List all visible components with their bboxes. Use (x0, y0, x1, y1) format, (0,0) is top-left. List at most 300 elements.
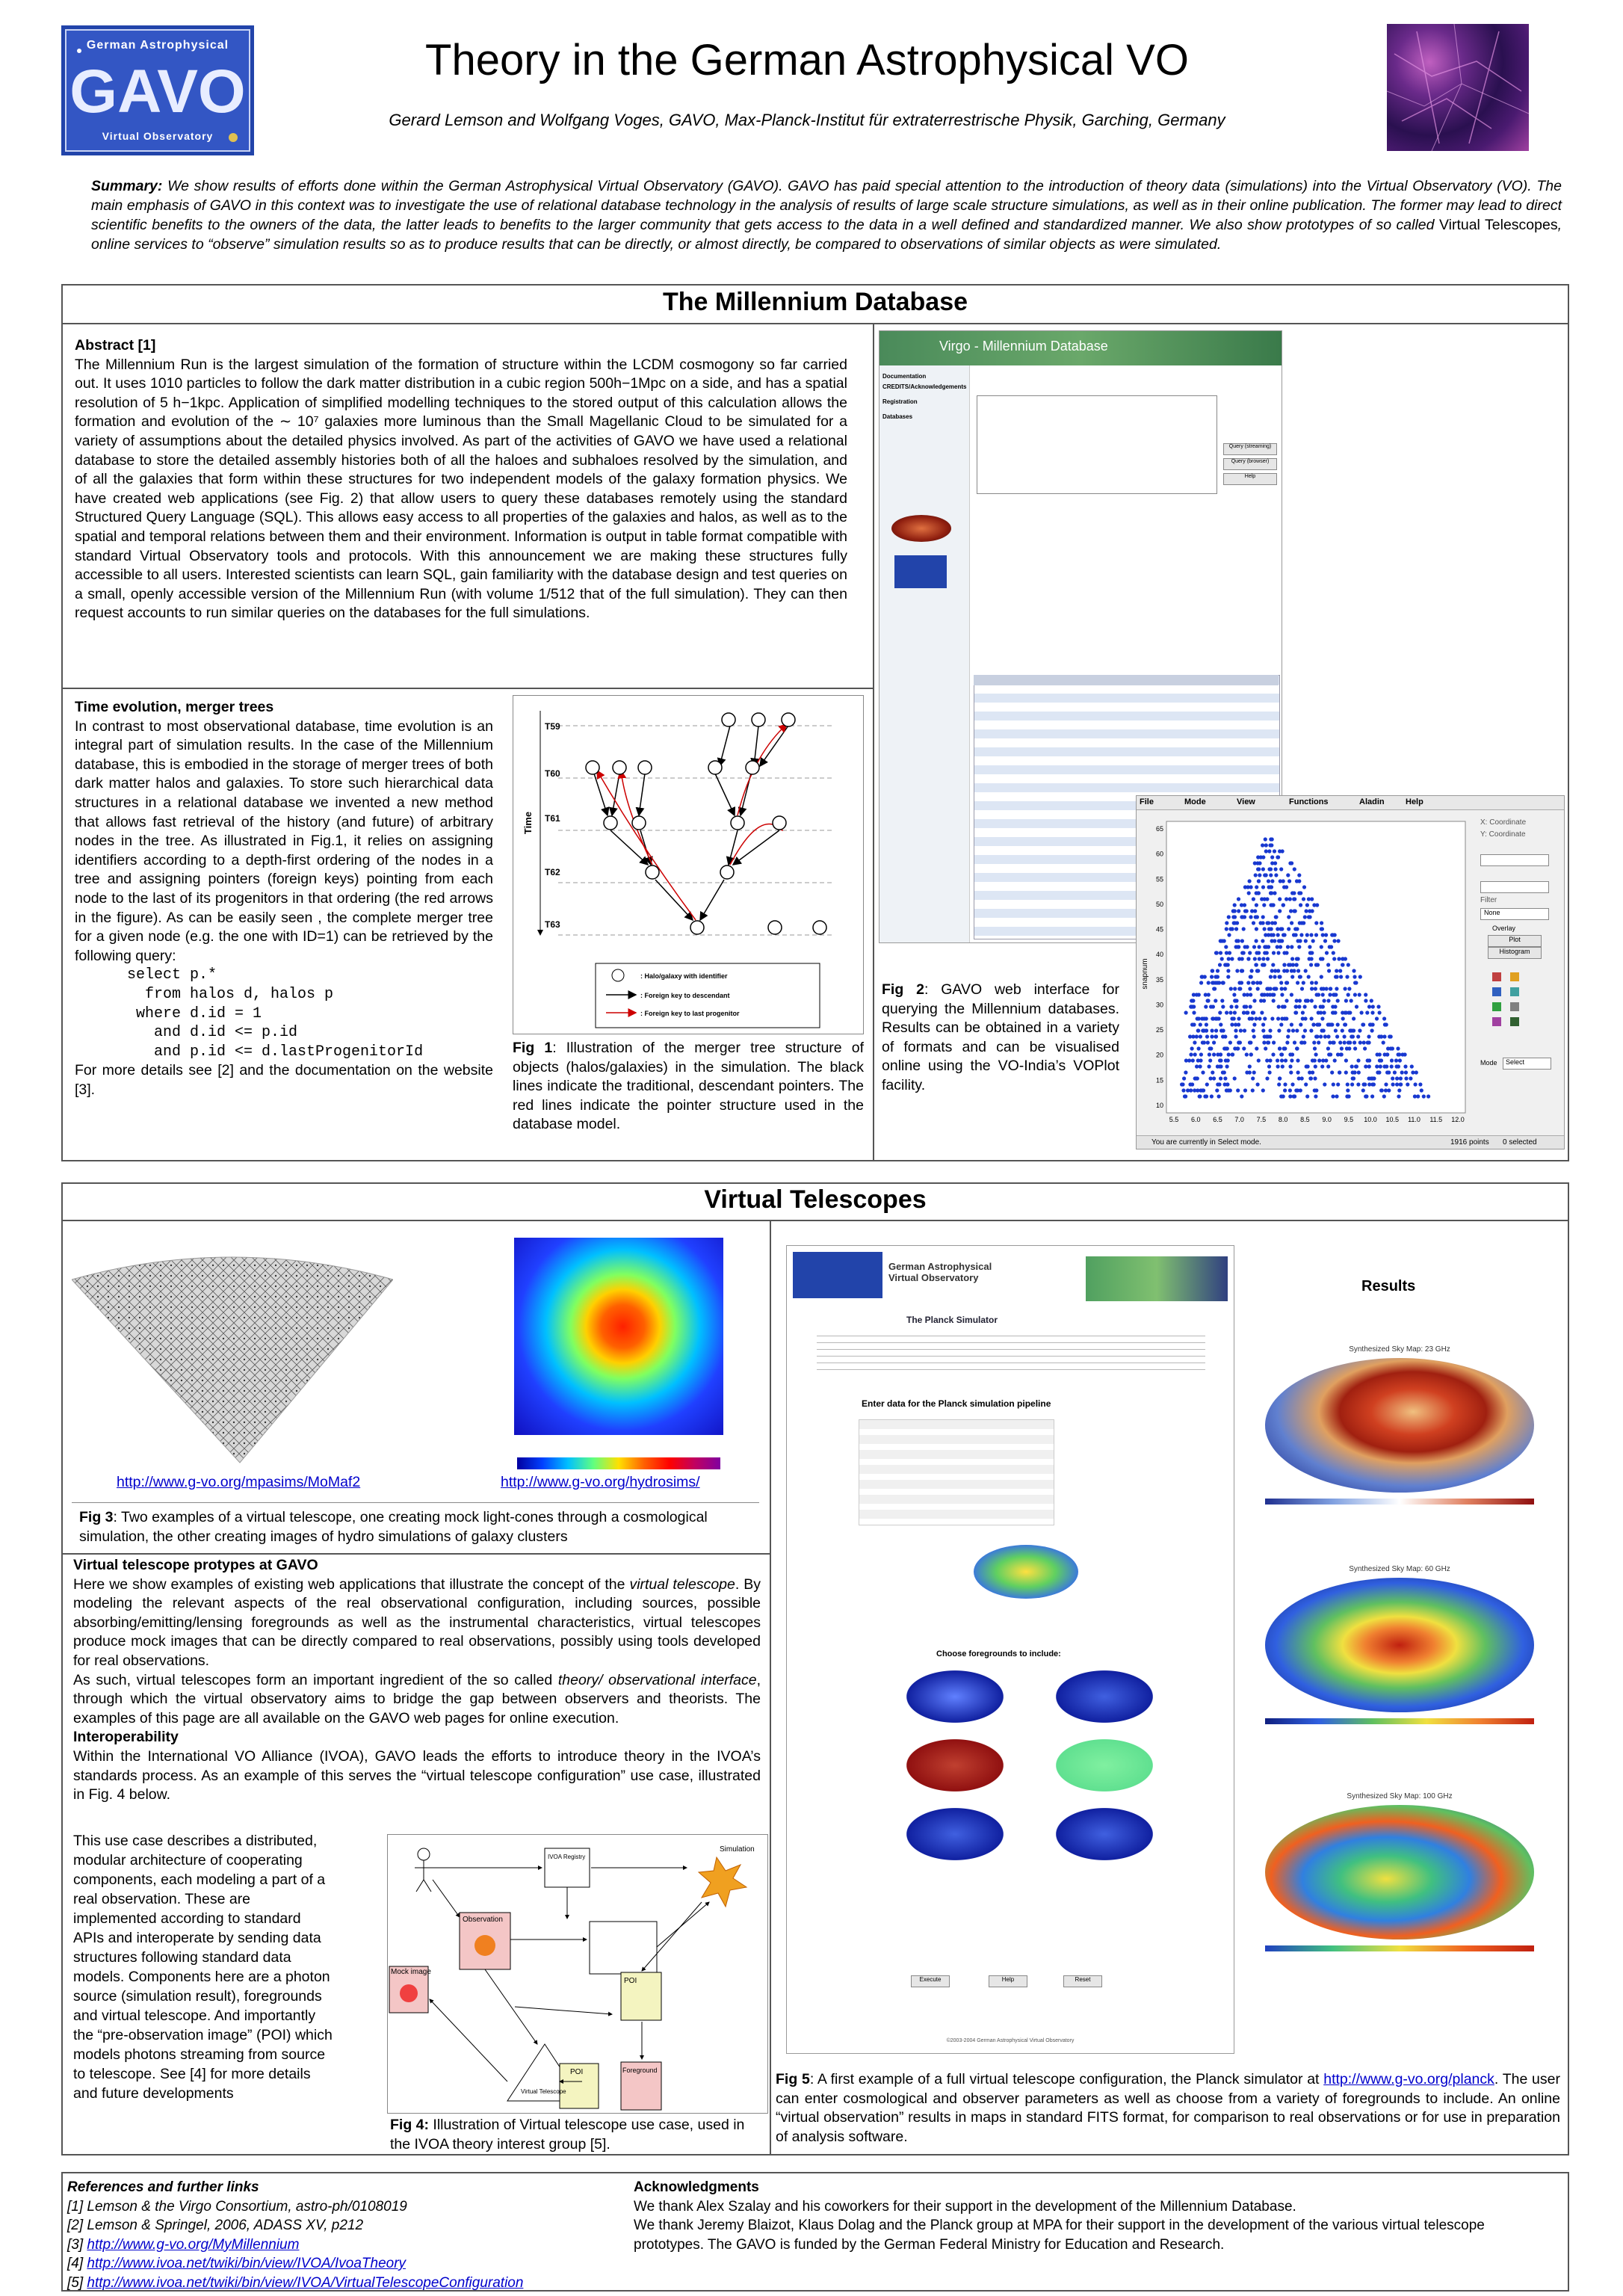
scatter-point (1199, 981, 1203, 984)
scatter-point (1344, 999, 1348, 1002)
scatter-point (1265, 897, 1269, 901)
tool-icon[interactable] (1492, 1017, 1501, 1026)
scatter-point (1304, 969, 1308, 972)
acknowledgments-heading: Acknowledgments (634, 2179, 759, 2195)
protypes-heading: Virtual telescope protypes at GAVO (73, 1557, 318, 1573)
scatter-point (1226, 975, 1230, 978)
scatter-point (1216, 1064, 1219, 1068)
scatter-point (1247, 891, 1251, 895)
scatter-point (1193, 1052, 1197, 1056)
side-panel-item: Y: Coordinate (1480, 830, 1526, 839)
scatter-point (1190, 1046, 1194, 1050)
scatter-point (1360, 1010, 1364, 1014)
tool-icon[interactable] (1510, 1002, 1519, 1011)
nav-item[interactable]: Registration (882, 398, 918, 405)
scatter-point (1356, 1058, 1360, 1062)
side-panel-item: X: Coordinate (1480, 818, 1527, 827)
scatter-point (1332, 951, 1335, 954)
scatter-point (1196, 1058, 1200, 1062)
scatter-point (1317, 1040, 1320, 1044)
scatter-point (1353, 981, 1357, 984)
scatter-point (1260, 993, 1264, 996)
scatter-point (1246, 957, 1250, 960)
scatter-point (1252, 897, 1255, 901)
scatter-point (1278, 909, 1282, 913)
reference-prefix: [3] (67, 2236, 87, 2253)
voplot-chart (1137, 809, 1477, 1135)
scatter-point (1289, 909, 1293, 913)
scatter-point (1309, 933, 1313, 936)
scatter-point (1201, 1040, 1205, 1044)
execute-button[interactable]: Execute (911, 1975, 950, 1987)
planck-form-title: Enter data for the Planck simulation pipeline (862, 1398, 1051, 1409)
scatter-point (1278, 1076, 1282, 1080)
scatter-point (1205, 1034, 1209, 1038)
nav-item[interactable]: Documentation (882, 373, 927, 380)
y-tick-label: 60 (1155, 850, 1163, 858)
scatter-point (1294, 933, 1298, 936)
scatter-point (1398, 1058, 1402, 1062)
scatter-point (1352, 1040, 1356, 1044)
hydro-cluster-image (514, 1238, 723, 1435)
protypes-emphasis: virtual telescope (629, 1576, 735, 1593)
reference-link-item (67, 2254, 635, 2274)
scatter-point (1300, 1076, 1304, 1080)
scatter-point (1201, 1028, 1205, 1032)
scatter-point (1267, 879, 1270, 883)
scatter-point (1217, 1094, 1221, 1098)
scatter-point (1267, 921, 1270, 925)
reference-item: [1] Lemson & the Virgo Consortium, astro-ph/0108019 (67, 2198, 407, 2215)
scatter-point (1335, 1094, 1338, 1098)
scatter-point (1212, 1076, 1216, 1080)
menu-item[interactable]: Help (1406, 797, 1423, 806)
scatter-point (1348, 1040, 1352, 1044)
scatter-point (1390, 1058, 1394, 1062)
acknowledgments-p1: We thank Alex Szalay and his coworkers for their support in the development of the Millennium Database. (634, 2198, 1296, 2215)
scatter-point (1255, 915, 1259, 919)
poster-authors: Gerard Lemson and Wolfgang Voges, GAVO, Max-Planck-Institut für extraterrestrische Physik, Garching, Germany (389, 111, 1225, 129)
reset-button[interactable]: Reset (1063, 1975, 1102, 1987)
scatter-point (1288, 1064, 1292, 1068)
query-streaming-button[interactable]: Query (streaming) (1223, 443, 1277, 455)
scatter-point (1334, 1028, 1338, 1032)
scatter-point (1353, 1046, 1357, 1050)
scatter-point (1193, 1040, 1196, 1044)
cmb-map-thumbnail (974, 1545, 1078, 1599)
planck-site-name: German Astrophysical Virtual Observatory (888, 1261, 992, 1283)
scatter-point (1296, 1058, 1299, 1062)
y-tick-label: 10 (1155, 1102, 1163, 1109)
y-tick-label: 25 (1155, 1026, 1163, 1034)
scatter-point (1299, 891, 1302, 895)
scatter-point (1214, 975, 1217, 978)
scatter-point (1234, 945, 1238, 948)
scatter-point (1332, 993, 1336, 996)
fig1-merger-tree (513, 695, 864, 1034)
scatter-point (1230, 1022, 1234, 1026)
scatter-point (1276, 1064, 1280, 1068)
y-tick-label: 40 (1155, 951, 1163, 959)
scatter-point (1242, 951, 1246, 954)
scatter-point (1266, 993, 1270, 996)
scatter-point (1299, 1022, 1302, 1026)
menu-item[interactable]: View (1237, 797, 1255, 806)
scatter-point (1214, 951, 1218, 954)
fig3-caption (79, 1508, 752, 1546)
scatter-point (1296, 1070, 1300, 1074)
scatter-point (1244, 1004, 1248, 1008)
scatter-point (1248, 1070, 1252, 1074)
scatter-point (1399, 1076, 1403, 1080)
scatter-point (1326, 963, 1330, 966)
scatter-point (1290, 957, 1294, 960)
scatter-point (1336, 1022, 1340, 1026)
window-title: Virgo - Millennium Database (939, 339, 1108, 354)
scatter-point (1227, 933, 1231, 936)
scatter-point (1218, 1058, 1222, 1062)
scatter-point (1248, 879, 1252, 883)
scatter-point (1249, 1052, 1253, 1056)
scatter-point (1276, 951, 1280, 954)
plot-button[interactable]: Plot (1488, 935, 1542, 947)
fig2-caption-text: : GAVO web interface for querying the Millennium databases. Results can be obtained in a variety of formats and can be visualised online using the VO-India’s VOPlot facility. (882, 981, 1119, 1093)
scatter-point (1345, 1094, 1349, 1098)
scatter-point (1371, 1022, 1375, 1026)
scatter-point (1252, 1070, 1256, 1074)
protypes-block (73, 1556, 761, 1805)
scatter-point (1256, 861, 1260, 865)
reference-link[interactable]: http://www.ivoa.net/twiki/bin/view/IVOA/VirtualTelescopeConfiguration (87, 2274, 524, 2291)
scatter-point (1284, 1058, 1287, 1062)
overlay-checkbox[interactable]: Overlay (1492, 925, 1516, 932)
x-tick-label: 8.5 (1300, 1116, 1310, 1123)
scatter-point (1199, 1052, 1203, 1056)
scatter-point (1310, 999, 1314, 1002)
scatter-point (1184, 1094, 1187, 1098)
time-axis-label: Time (522, 811, 534, 835)
scatter-point (1208, 1058, 1212, 1062)
scatter-point (1296, 981, 1299, 984)
such-text-b: , through which the virtual observatory aims to bridge the gap between observers and theorists. The examples of this page are all available on the GAVO web pages for online execution. (73, 1671, 761, 1726)
scatter-point (1327, 969, 1331, 972)
fig2-caption (882, 981, 1119, 1096)
scatter-point (1338, 1040, 1342, 1044)
scatter-point (1366, 1040, 1370, 1044)
scatter-point (1252, 921, 1255, 925)
column-select[interactable] (1480, 854, 1549, 866)
scatter-point (1192, 1010, 1196, 1014)
scatter-point (1242, 1046, 1246, 1050)
scatter-point (1292, 897, 1296, 901)
query-line: select p.* (127, 966, 217, 984)
momaf-link[interactable]: http://www.g-vo.org/mpasims/MoMaf2 (117, 1474, 361, 1490)
filter-select[interactable]: None (1480, 908, 1549, 920)
scatter-point (1214, 1028, 1218, 1032)
diagram-node: POI (624, 1977, 637, 1985)
scatter-point (1382, 1016, 1386, 1020)
scatter-point (1347, 1046, 1351, 1050)
scatter-point (1391, 1082, 1395, 1086)
scatter-point (1290, 975, 1294, 978)
scatter-point (1285, 999, 1288, 1002)
scatter-point (1221, 1004, 1225, 1008)
scatter-point (1308, 945, 1311, 948)
scatter-point (1229, 1004, 1233, 1008)
scatter-point (1371, 1004, 1375, 1008)
scatter-point (1240, 981, 1243, 984)
scatter-point (1207, 981, 1211, 984)
results-table-header (974, 675, 1279, 685)
scatter-point (1212, 1040, 1216, 1044)
scatter-point (1304, 939, 1308, 942)
scatter-point (1233, 903, 1237, 907)
help-button[interactable]: Help (989, 1975, 1027, 1987)
reference-link[interactable]: http://www.ivoa.net/twiki/bin/view/IVOA/IvoaTheory (87, 2256, 406, 2271)
scatter-point (1273, 987, 1276, 990)
scatter-point (1267, 987, 1270, 990)
scatter-point (1364, 1094, 1368, 1098)
scatter-point (1295, 957, 1299, 960)
nav-item[interactable]: CREDITS/Acknowledgements (882, 383, 967, 390)
gavo-logo (61, 25, 254, 155)
scatter-point (1362, 1040, 1366, 1044)
menu-item[interactable]: Aladin (1359, 797, 1385, 806)
scatter-point (1313, 1058, 1317, 1062)
scatter-point (1229, 987, 1233, 990)
scatter-point (1366, 1058, 1370, 1062)
scatter-point (1301, 1010, 1305, 1014)
scatter-point (1225, 1082, 1229, 1086)
menu-item[interactable]: Functions (1289, 797, 1329, 806)
query-textarea[interactable] (977, 395, 1217, 494)
scatter-point (1219, 1028, 1223, 1032)
scatter-point (1230, 1016, 1234, 1020)
mpa-logo (1086, 1256, 1228, 1301)
help-button[interactable]: Help (1223, 473, 1277, 485)
scatter-point (1312, 1040, 1316, 1044)
scatter-point (1282, 885, 1286, 889)
scatter-point (1212, 987, 1216, 990)
scatter-point (1351, 1070, 1355, 1074)
y-tick-label: 35 (1155, 975, 1163, 984)
abstract-block (75, 336, 847, 623)
column-select[interactable] (1480, 881, 1549, 893)
scatter-point (1395, 1076, 1399, 1080)
scatter-point (1283, 1004, 1287, 1008)
scatter-point (1385, 1022, 1388, 1026)
scatter-point (1300, 987, 1304, 990)
scatter-point (1233, 1010, 1237, 1014)
scatter-point (1288, 963, 1292, 966)
tool-icon[interactable] (1510, 1017, 1519, 1026)
scatter-point (1237, 897, 1240, 901)
time-text: In contrast to most observational database, time evolution is an integral part of simulation results. In the case of the Millennium database, this is embodied in the storage of merger trees of both dark matter halos and galaxies. To store such hierarchical data structures in a relational database we invented a new method that allows fast retrieval of the history (and future) of arbitrary nodes in the tree. As illustrated in Fig.1, it relies on assigning identifiers according to a depth-first ordering of the nodes in a tree and assigning pointers (foreign keys) pointing from each node to the last of its progenitors in that ordering (the red arrows in the figure). As can be easily seen , the complete merger tree for a given node (e.g. the one with ID=1) can be retrieved by the following query: (75, 718, 493, 964)
tool-icon[interactable] (1492, 987, 1501, 996)
y-tick-label: 55 (1155, 875, 1163, 883)
scatter-point (1363, 1082, 1367, 1086)
scatter-point (1352, 1028, 1355, 1032)
snapshot-label: T59 (545, 721, 560, 732)
scatter-point (1255, 969, 1259, 972)
tool-icon[interactable] (1492, 972, 1501, 981)
query-line: and d.id <= p.id (127, 1024, 298, 1042)
scatter-point (1345, 975, 1349, 978)
fg-map (906, 1808, 1004, 1860)
scatter-point (1221, 1070, 1225, 1074)
scatter-point (1344, 957, 1347, 960)
side-panel-item: Mode (1480, 1059, 1497, 1067)
scatter-point (1220, 999, 1224, 1002)
menu-item[interactable]: File (1140, 797, 1154, 806)
scatter-point (1326, 1034, 1330, 1038)
scatter-point (1225, 1010, 1228, 1014)
scatter-point (1314, 1052, 1318, 1056)
scatter-point (1358, 993, 1361, 996)
scatter-point (1325, 987, 1329, 990)
scatter-point (1333, 1058, 1337, 1062)
scatter-point (1376, 1052, 1379, 1056)
scatter-point (1315, 993, 1319, 996)
fig1-caption-text: : Illustration of the merger tree structure of objects (halos/galaxies) in the simulation. The black lines indicate the traditional, descendant pointers. The red lines indicate the pointer structure used in the database model. (513, 1040, 864, 1133)
scatter-point (1261, 957, 1265, 960)
x-tick-label: 8.0 (1278, 1116, 1288, 1123)
scatter-point (1276, 933, 1280, 936)
scatter-point (1309, 1028, 1313, 1032)
scatter-point (1404, 1076, 1408, 1080)
scatter-point (1261, 1088, 1265, 1092)
scatter-point (1277, 1028, 1281, 1032)
scatter-point (1181, 1082, 1184, 1086)
scatter-point (1297, 873, 1301, 877)
scatter-point (1365, 1010, 1369, 1014)
scatter-point (1267, 867, 1271, 871)
scatter-point (1282, 951, 1286, 954)
scatter-point (1347, 987, 1351, 990)
scatter-point (1211, 981, 1214, 984)
scatter-point (1294, 1004, 1298, 1008)
scatter-point (1226, 963, 1230, 966)
scatter-point (1282, 963, 1286, 966)
sql-query (75, 966, 493, 1061)
mode-select[interactable]: Select (1503, 1058, 1551, 1070)
scatter-point (1269, 873, 1273, 877)
usecase-text: This use case describes a distributed, modular architecture of cooperating components, each modeling a part of a real observation. These are implemented according to standard APIs and interoperate by sending data structures following standard data models. Components here are a photon source (simulation result), foregrounds and virtual telescope. And importantly the “pre-observation image” (POI) which models photons streaming from source to telescope. See [4] for more details and future developments (73, 1833, 333, 2102)
scatter-point (1302, 897, 1305, 901)
scatter-point (1239, 1028, 1243, 1032)
scatter-point (1273, 939, 1276, 942)
scatter-point (1250, 909, 1254, 913)
protypes-text-a: Here we show examples of existing web applications that illustrate the concept of the (73, 1576, 630, 1593)
fig4-usecase-diagram (387, 1834, 768, 2114)
scatter-point (1307, 897, 1311, 901)
scatter-point (1364, 1064, 1367, 1068)
scatter-point (1233, 999, 1237, 1002)
scatter-point (1227, 1052, 1231, 1056)
scatter-point (1332, 939, 1336, 942)
scatter-point (1306, 1064, 1310, 1068)
scatter-point (1295, 927, 1299, 931)
scatter-point (1273, 975, 1276, 978)
scatter-point (1270, 861, 1274, 865)
x-tick-label: 9.5 (1344, 1116, 1354, 1123)
tool-icon[interactable] (1492, 1002, 1501, 1011)
scatter-point (1278, 897, 1282, 901)
scatter-point (1331, 1094, 1335, 1098)
scatter-point (1245, 909, 1249, 913)
sky-map-panel (1246, 1792, 1553, 1979)
scatter-point (1240, 1094, 1243, 1098)
scatter-point (1314, 1034, 1318, 1038)
scatter-point (1335, 969, 1338, 972)
scatter-point (1337, 957, 1341, 960)
y-tick-label: 65 (1155, 825, 1163, 833)
tool-icon[interactable] (1510, 972, 1519, 981)
scatter-point (1261, 921, 1265, 925)
scatter-point (1367, 1034, 1370, 1038)
scatter-point (1228, 927, 1232, 931)
snapshot-label: T60 (545, 768, 560, 779)
scatter-point (1306, 999, 1310, 1002)
scatter-point (1279, 939, 1282, 942)
planck-link[interactable]: http://www.g-vo.org/planck (1323, 2071, 1494, 2087)
scatter-point (1396, 1046, 1400, 1050)
x-tick-label: 7.0 (1234, 1116, 1244, 1123)
scatter-point (1336, 999, 1340, 1002)
scatter-point (1358, 975, 1362, 978)
reference-link[interactable]: http://www.g-vo.org/MyMillennium (87, 2236, 300, 2253)
scatter-point (1308, 1070, 1311, 1074)
scatter-point (1288, 1094, 1292, 1098)
hydrosims-link[interactable]: http://www.g-vo.org/hydrosims/ (501, 1474, 700, 1490)
scatter-point (1188, 1082, 1192, 1086)
scatter-point (1299, 1040, 1303, 1044)
scatter-point (1350, 1034, 1353, 1038)
scatter-point (1331, 1040, 1335, 1044)
tool-icon[interactable] (1510, 987, 1519, 996)
diagram-node: Foreground (622, 2067, 658, 2074)
scatter-point (1271, 963, 1275, 966)
scatter-point (1278, 849, 1282, 853)
fig5-label: Fig 5 (776, 2071, 810, 2087)
scatter-point (1370, 999, 1373, 1002)
scatter-point (1341, 1028, 1344, 1032)
menu-item[interactable]: Mode (1184, 797, 1206, 806)
scatter-point (1296, 1088, 1299, 1092)
scatter-point (1347, 993, 1350, 996)
fig5-caption-a: : A first example of a full virtual telescope configuration, the Planck simulator at (809, 2071, 1324, 2087)
sky-map-colorbar (1265, 1499, 1534, 1505)
histogram-button[interactable]: Histogram (1488, 947, 1542, 959)
scatter-point (1205, 1082, 1209, 1086)
scatter-point (1280, 1052, 1284, 1056)
scatter-point (1337, 939, 1341, 942)
scatter-point (1414, 1082, 1418, 1086)
nav-sidebar (879, 365, 970, 942)
reference-prefix: [4] (67, 2256, 87, 2271)
scatter-point (1344, 1058, 1348, 1062)
scatter-point (1303, 1016, 1307, 1020)
scatter-point (1222, 981, 1225, 984)
scatter-point (1364, 993, 1367, 996)
scatter-point (1282, 903, 1285, 907)
nav-item[interactable]: Databases (882, 413, 913, 420)
scatter-point (1305, 903, 1309, 907)
scatter-point (1236, 1088, 1240, 1092)
scatter-point (1314, 933, 1318, 936)
scatter-point (1290, 945, 1293, 948)
query-browser-button[interactable]: Query (browser) (1223, 458, 1277, 470)
